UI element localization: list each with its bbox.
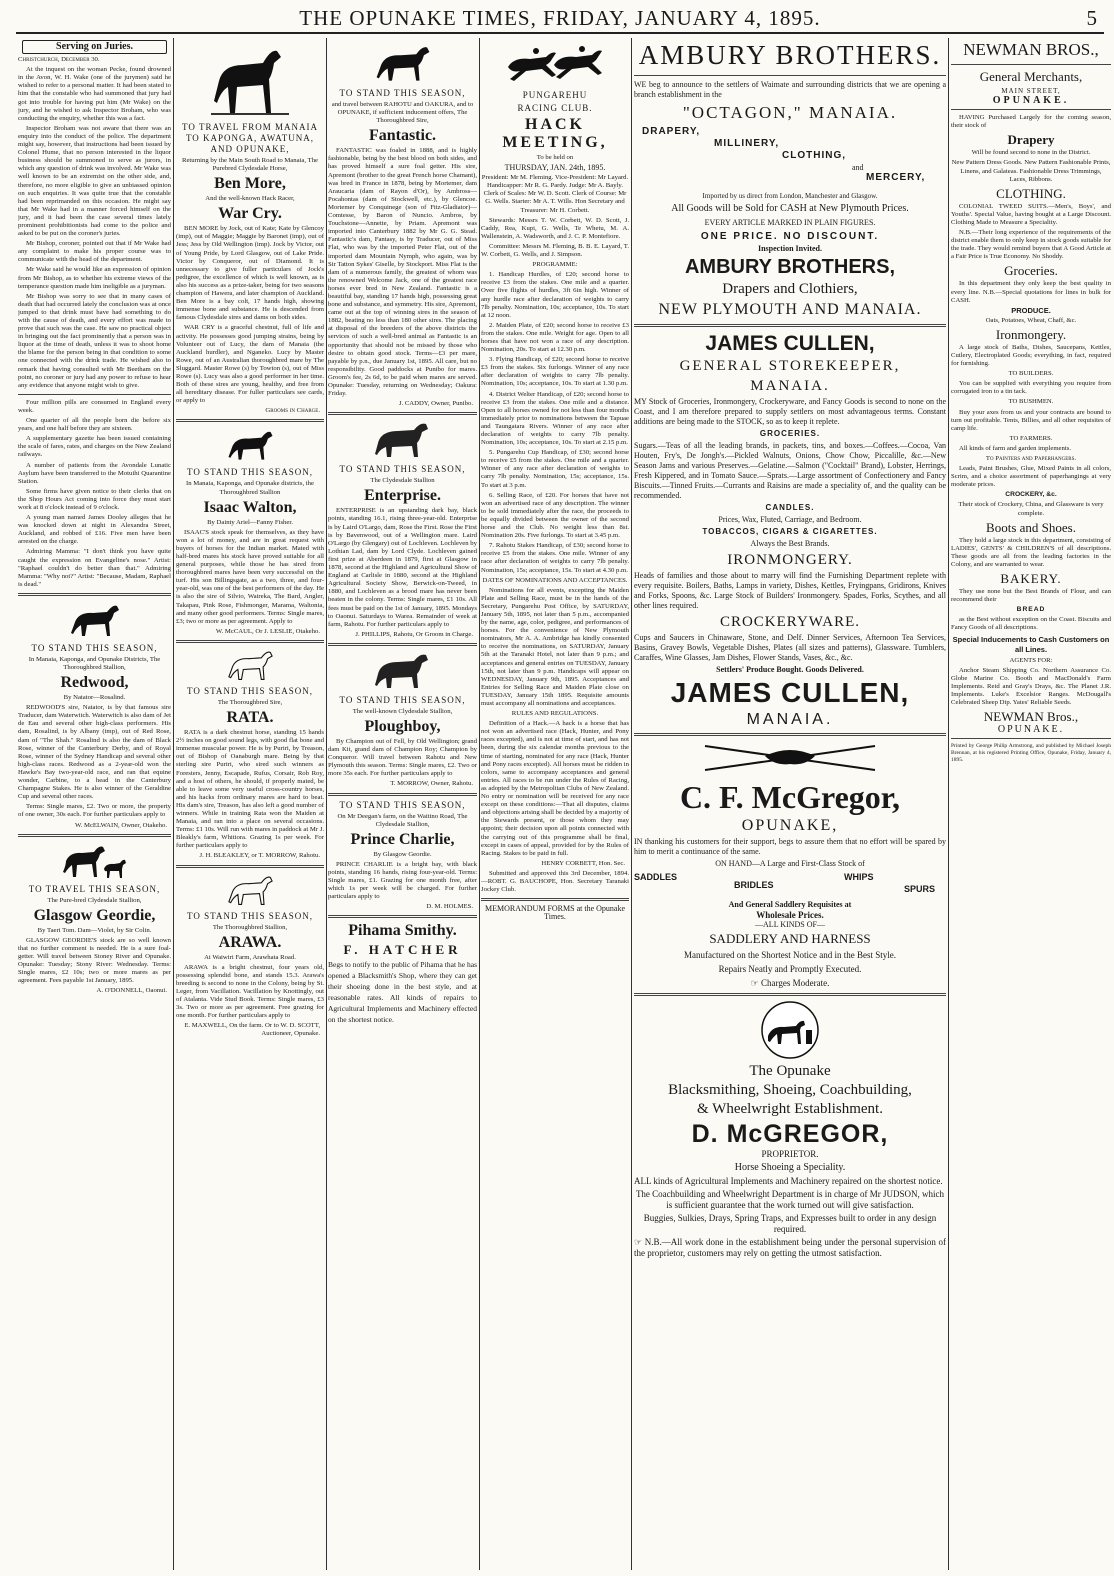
ad-line: Imported by us direct from London, Manchester and Glasgow. bbox=[702, 192, 878, 200]
section-title: CLOTHING. bbox=[996, 185, 1066, 201]
section-body: In this department they only keep the best quality in every line. N.B.—Special quotations for lines in bulk for CASH. bbox=[951, 280, 1111, 304]
section-body: Leads, Paint Brushes, Glue, Mixed Paints in all colors, Scrim, and a choice assortment of paperhangings at very moderate prices. bbox=[951, 465, 1111, 489]
ad-subheading: In Manaia, Kaponga, and Opunake Districts, The Thoroughbred Stallion, bbox=[28, 655, 161, 671]
ad-heading: Pihama Smithy. bbox=[348, 922, 457, 940]
ad-line: ONE PRICE. NO DISCOUNT. bbox=[700, 231, 880, 243]
section-body: Cups and Saucers in Chinaware, Stone, and Delf. Dinner Services, Afternoon Tea Services, Basins, Gravey Bowls, Vegetable Dishes, Plates (all sizes and patterns), Glassware. Tumblers, Caraffes, Wine Glasses, Jam Dishes, Flower Stands, Vases, &c., &c. bbox=[634, 633, 946, 663]
ad-body: BEN MORE by Jock, out of Kate; Kate by Glencoy (imp), out of Maggie; Maggie by Baronet (imp), out of Jess; Jess by Old Wellington (imp). Jock by Victor, out of Young Pride, by Lord Glasgow, out of Lake Pride. Victor by Conqueror, out of Diamond. It is unnecessary to give fuller particulars of Jock's pedigree, the excellence of which is well known, as is also his success as a prize-taker, being for two seasons champion of Hawera, and later champion of Auckland. Ben More is a bay colt, 17 hands high, showing immense bone and substance. He is descended from famous Clydesdale sires and dams on both sides. bbox=[176, 225, 324, 322]
ad-heading: TO STAND THIS SEASON, bbox=[31, 642, 158, 653]
horse-illustration-icon bbox=[223, 426, 278, 464]
ad-line: Horse Shoeing a Speciality. bbox=[734, 1161, 846, 1173]
section-title: BREAD bbox=[1016, 606, 1046, 614]
section-title: Ironmongery. bbox=[995, 326, 1067, 342]
ad-heading: TO STAND THIS SEASON, bbox=[187, 685, 313, 696]
programme-title: PROGRAMME: bbox=[532, 261, 578, 269]
ad-line: Settlers' Produce Bought. Goods Delivered. bbox=[716, 665, 864, 675]
horse-name: Fantastic. bbox=[368, 127, 437, 145]
advertiser-name: JAMES CULLEN, bbox=[670, 677, 910, 709]
divider bbox=[951, 64, 1111, 65]
ad-signature: J. H. BLEAKLEY, or T. MORROW, Rahotu. bbox=[199, 852, 320, 860]
goods-item: MERCERY, bbox=[866, 172, 926, 183]
divider bbox=[328, 412, 477, 415]
ad-line-text: Charges Moderate. bbox=[761, 978, 830, 989]
shop-name: "OCTAGON," MANAIA. bbox=[682, 103, 898, 122]
ad-heading: TO TRAVEL FROM MANAIA TO KAPONGA, AWATUNA, AND OPUNAKE, bbox=[182, 122, 318, 154]
ad-signature: W. McCAUL, Or J. LESLIE, Otakeho. bbox=[215, 627, 320, 635]
section-title: CROCKERYWARE. bbox=[719, 614, 861, 631]
ad-body: Buggies, Sulkies, Drays, Spring Traps, and Expresses built to order in any design required. bbox=[643, 1212, 937, 1234]
section-title: TO BUILDERS. bbox=[1008, 370, 1054, 378]
section-title: RULES AND REGULATIONS. bbox=[511, 710, 599, 718]
news-item: A supplementary gazette has been issued containing the scale of fares, rates, and charges on the New Zealand railways. bbox=[18, 435, 171, 459]
ad-line: All Goods will be Sold for CASH at New Plymouth Prices. bbox=[671, 203, 909, 215]
club-name: PUNGAREHU bbox=[522, 90, 588, 100]
divider bbox=[634, 733, 946, 736]
saddle-and-whips-illustration-icon bbox=[695, 740, 885, 776]
ad-body: REDWOOD'S sire, Natator, is by that famous sire Traducer, dam Waterwitch. Waterwitch is also dam of Jet de Eau and several other high-class performers. His dam, Rosalind, is by Albany (imp), out of Red Rose, dam of "The Shah." Rosalind is also the dam of Black Rose, winner of the Canterbury Derby, and of Royal Rose, winner of the Sydney Handicap and several other high-class races. Redwood as a 2-year-old won the Hawke's Bay two-year-old race, and ran that equine wonder, Carbine, to a head in the Canterbury Champagne Stakes. He is also winner of the Geraldine Cup and several other races. bbox=[18, 704, 171, 801]
ad-signature: D. M. HOLMES. bbox=[426, 903, 473, 911]
committee: Committee: Messrs M. Fleming, B. B. E. Layard, T. W. Corbett, G. Wells, and J. Simpson. bbox=[481, 242, 629, 259]
programme-item: 7. Rahotu Stakes Handicap, of £30; second horse to receive £5 from the stakes. One mile. Winner of any race after declaration of weights to carry 7lb penalty. Nomination, 15s; acceptance, 15s. To start at 4.30 p.m. bbox=[481, 542, 629, 574]
ad-subheading: Returning by the Main South Road to Manaia, The Purebred Clydesdale Horse, bbox=[181, 157, 319, 173]
ad-line: MAIN STREET, bbox=[1001, 87, 1061, 95]
ad-subheading: The Thoroughbred Sire, bbox=[217, 698, 283, 706]
ad-body: PRINCE CHARLIE is a bright bay, with black points, standing 16 hands, rising four-year-old. Terms: Single mares, £1. Grazing for one month free, after which 1s per week will be charged. For further particulars apply to bbox=[328, 860, 477, 901]
section-title: BAKERY. bbox=[1000, 571, 1062, 587]
horse-name: Ben More, bbox=[214, 175, 286, 193]
programme-item: 4. District Welter Handicap, of £20; second horse to receive £3 from the stakes. One mile and a distance. Open to all horses owned for not less than four months immediately prior to nominations between the Tapuae and Taungatara Rivers. Winner of any race after declaration of weights to carry 7lb penalty. Nomination, 10s; acceptance, 10s. To start at 2.15 p.m. bbox=[481, 390, 629, 447]
pointing-hand-icon: ☞ bbox=[750, 978, 761, 989]
horse-pedigree: By Taeri Tom. Dam—Violet, by Sir Colin. bbox=[37, 926, 152, 934]
divider bbox=[328, 915, 477, 918]
section-title: Boots and Shoes. bbox=[986, 519, 1076, 535]
section-title: Groceries. bbox=[1004, 263, 1058, 279]
ad-body: RATA is a dark chestnut horse, standing 15 hands 2½ inches on good sound legs, with good flat bone and immense muscular power. He is by Puriri, by Treason, out of Bishop of Oanaburgh mare. Being by that sterling sire Puriri, who sired such winners as Foresters, Jenny, Escapade, Rufus, Corsair, Rob Roy, and a host of others, he should, if properly mated, be able to leave some very useful cross-country horses, and his hacks from ordinary mares are hard to beat. His dam's sire, Treason, has also left a good number of winners. While in training Rata won the Maiden at Manaia, and ran into a place on several occasions. Terms: £1 10s. Will run with mares in paddock at Mr J. Bleakly's farm, Whitiora. Grazing 1s per week. For further particulars apply to bbox=[176, 729, 324, 850]
divider bbox=[176, 419, 324, 422]
advertiser-name: NEWMAN Bros., bbox=[983, 709, 1079, 725]
column-rule bbox=[479, 38, 480, 1570]
divider bbox=[481, 898, 629, 901]
horse-name: Ploughboy, bbox=[364, 717, 441, 735]
ad-line: GENERAL STOREKEEPER, bbox=[679, 358, 901, 375]
ad-signature: J. PHILLIPS, Rahotu, Or Groom in Charge. bbox=[355, 630, 473, 638]
ad-body: Begs to notify to the public of Pihama that he has opened a Blacksmith's Shop, where they can get their shoeing done in the best style, and at reasonable rates. All kinds of repairs to Agricultural Implements and Machinery effected on the shortest notice. bbox=[328, 960, 477, 1025]
news-item: Some firms have given notice to their clerks that on the Shop Hours Act coming into force they must start work at 8 o'clock instead of 9 o'clock. bbox=[18, 487, 171, 511]
ad-line: PROPRIETOR. bbox=[761, 1149, 819, 1160]
ad-line: Wholesale Prices. bbox=[756, 910, 824, 921]
ad-subheading: and travel between RAHOTU and OAKURA, and to OPUNAKE, if sufficient inducement offers, The Thoroughbred Sire, bbox=[331, 101, 474, 125]
divider bbox=[634, 75, 946, 76]
column-1 bbox=[18, 38, 171, 1570]
section-body: New Pattern Dress Goods. New Pattern Fashionable Prints, Linens, and Galateas. Fashionable Dress Trimmings, Laces, Ribbons. bbox=[951, 159, 1111, 183]
ad-line: OPUNAKE. bbox=[992, 95, 1070, 107]
ad-body: By Champion out of Fell, by Old Wellington; grand dam Kit, grand dam of Champion Roy; Champion by Conqueror. Will travel between Rahotu and New Plymouth this season. Terms: Single mares, £2. Two or more 35s each. For further particulars apply to bbox=[328, 737, 477, 778]
section-body: Oats, Potatoes, Wheat, Chaff, &c. bbox=[985, 316, 1077, 324]
ad-signature: Grooms in Charge. bbox=[265, 407, 320, 415]
column-rule bbox=[326, 38, 327, 1570]
horse-name: Enterprise. bbox=[364, 487, 441, 505]
ad-heading: TO STAND THIS SEASON, bbox=[187, 467, 313, 478]
ad-line: General Merchants, bbox=[979, 69, 1083, 84]
advertiser-name: JAMES CULLEN, bbox=[705, 332, 875, 356]
goods-item: WHIPS bbox=[844, 872, 874, 883]
ad-body bbox=[634, 1237, 946, 1259]
section-body: Always the Best Brands. bbox=[750, 539, 830, 549]
ad-line: —ALL KINDS OF— bbox=[755, 920, 825, 930]
ad-heading: TO STAND THIS SEASON, bbox=[339, 694, 466, 705]
goods-item: SPURS bbox=[904, 884, 936, 895]
section-body: They use none but the Best Brands of Flour, and can recommend their bbox=[951, 588, 1111, 604]
ad-body: ALL kinds of Agricultural Implements and Machinery repaired on the shortest notice. bbox=[634, 1175, 943, 1186]
divider bbox=[951, 738, 1111, 739]
column-rule bbox=[173, 38, 174, 1570]
dateline: Christchurch, December 30. bbox=[18, 56, 100, 64]
section-title: To Painters and Paperhangers. bbox=[985, 455, 1077, 462]
news-item: Four million pills are consumed in England every week. bbox=[18, 398, 171, 414]
ad-name: F. HATCHER bbox=[343, 942, 462, 958]
divider bbox=[18, 394, 171, 395]
section-body: Prices, Wax, Fluted, Carriage, and Bedroom. bbox=[718, 515, 862, 525]
ad-signature: E. MAXWELL, On the farm. Or to W. D. SCOTT, Auctioneer, Opunake. bbox=[184, 1022, 320, 1038]
blacksmith-illustration-icon bbox=[740, 1000, 840, 1060]
section-body: All kinds of farm and garden implements. bbox=[959, 444, 1071, 452]
ad-line: OPUNAKE, bbox=[741, 817, 839, 835]
ad-line: The Opunake bbox=[749, 1063, 831, 1080]
ad-body: The Coachbuilding and Wheelwright Department is in charge of Mr JUDSON, which is sufficient guarantee that the work turned out will give satisfaction. bbox=[635, 1188, 945, 1210]
ad-intro: IN thanking his customers for their support, begs to assure them that no effort will be spared by him to merit a continuance of the same. bbox=[634, 837, 946, 857]
article-paragraph: Mr Wake said he would like an expression of opinion from Mr Bishop, as to whether his extreme views of the temperance question made him ineligible as a juryman. bbox=[18, 266, 171, 290]
memorandum-notice: MEMORANDUM FORMS at the Opunake Times. bbox=[485, 904, 625, 922]
stewards: Stewards: Messrs T. W. Corbett, W. D. Scott, J. Caddy, Rea, Kupi, G. Wells, Te Whetu, M. A. Wallenstein, A. Wadsworth, and J. C. P. Montefiore. bbox=[481, 216, 629, 240]
section-body: You can be supplied with everything you require from corrugated iron to a tin tack. bbox=[951, 380, 1111, 396]
section-title: CROCKERY, &c. bbox=[1005, 491, 1057, 499]
ad-subheading: The well-known Clydesdale Stallion, bbox=[352, 707, 453, 715]
ad-line: SADDLERY AND HARNESS bbox=[709, 931, 871, 947]
ad-heading: TO STAND THIS SEASON, bbox=[187, 910, 313, 921]
draught-horse-illustration-icon bbox=[205, 41, 295, 119]
horse-name: Glasgow Geordie, bbox=[33, 906, 156, 924]
divider bbox=[176, 640, 324, 643]
printer-imprint: Printed by George Philip Armstrong, and published by Michael Joseph Brennan, at his registered Printing Office, Opunake, Friday, January 4, 1895. bbox=[951, 743, 1111, 764]
clydesdale-illustration-icon bbox=[368, 419, 438, 461]
meeting-title: HACK MEETING, bbox=[502, 116, 608, 151]
masthead bbox=[16, 6, 1104, 34]
meeting-date: THURSDAY, JAN. 24th, 1895. bbox=[504, 163, 606, 173]
section-body: N.B.—Their long experience of the requirements of the district enable them to only keep in stock goods suitable for the trade. They would remind buyers that A Good Article at a Fair Price is True Economy. No Shoddy. bbox=[951, 229, 1111, 261]
ad-line: Manufactured on the Shortest Notice and in the Best Style. bbox=[684, 950, 896, 961]
goods-item: CLOTHING, bbox=[782, 150, 846, 161]
goods-item: and bbox=[852, 163, 864, 172]
section-title: TO BUSHMEN. bbox=[1008, 398, 1054, 406]
section-body: as the Best without exception on the Coast. Biscuits and Fancy Goods of all descriptions. bbox=[951, 616, 1111, 632]
ad-line bbox=[634, 977, 946, 989]
ad-body: WAR CRY is a graceful chestnut, full of life and activity. He possesses good jumping strains, being by Volunteer out of Lucy, the dam of Manaia (the Auckland hurdler), and Nganeko. Lucy by Master Rowe, out of an Australian thoroughbred mare by The Sluggard. Master Rowe (s) by Towton (s), out of Miss Rowe (s). Lucy was also a good performer in her time. Both of these sires are young, healthy, and free from all hereditary disease. For fuller particulars see cards, or apply to bbox=[176, 324, 324, 405]
horse-pedigree: By Glasgow Geordie. bbox=[373, 850, 432, 858]
programme-item: 5. Pungarehu Cup Handicap, of £30; second horse to receive £5 from the stakes. One mile and a quarter. Winner of any race after declaration of weights to carry 7lb penalty. Nomination, 15s; acceptance, 15s. To start at 3 p.m. bbox=[481, 449, 629, 489]
ad-body: ENTERPRISE is an upstanding dark bay, black points, standing 16.1, rising three-year-old. Enterprise is by Laird O'Largo, dam, Rose the First. Rose the First is by Bavenwood, out of a Wellington mare. Laird O'Largo (by Glengary) out of Lochleven. Lochleven by Lothian Lad, dam by Lord Clyde. Lochleven gained first prize at Aberdeen in 1879, first at Glasgow in 1878, second at the Highland and Agricultural Show of England at Carlisle in 1880, second at the Highland Agricultural Society Show, Berwick-on-Tweed, in 1880, and Lochleven as a brood mare has never been beaten in the colony. Terms: Single mares, £1 10s. All fees must be paid on the 1st of January, 1895. Mondays to Oaonui. Saturdays to Warea. Remainder of week at farm, Rahotu. For further particulars apply to bbox=[328, 507, 477, 628]
saddlery-list bbox=[634, 871, 946, 901]
ad-line: MANAIA. bbox=[750, 378, 830, 395]
section-title: CANDLES. bbox=[765, 503, 815, 513]
ad-heading: TO STAND THIS SEASON, bbox=[339, 464, 466, 475]
ad-signature: A. O'DONNELL, Oaonui. bbox=[96, 987, 167, 995]
horse-illustration-icon bbox=[65, 600, 125, 640]
horse-name: ARAWA. bbox=[218, 933, 282, 951]
column-2 bbox=[176, 38, 324, 1570]
officers: President: Mr M. Fleming. Vice-President: Mr Layard. Handicapper: Mr R. G. Pardy. Judge: Mr A. Bayly. Clerk of Scales: Mr W. D. Scott. Clerk of Course: Mr G. Wells. Starter: Mr A. T. Wills. Hon Secretary and Treasurer: Mr H. Corbett. bbox=[481, 174, 629, 214]
section-title: Special Inducements to Cash Customers on all Lines. bbox=[952, 634, 1110, 654]
horse-outline-illustration-icon bbox=[223, 872, 278, 908]
ad-line: & Wheelwright Establishment. bbox=[697, 1101, 883, 1118]
section-title: TOBACCOS, CIGARS & CIGARETTES. bbox=[702, 527, 878, 537]
section-body: Will be found second to none in the District. bbox=[971, 149, 1091, 157]
section-title: IRONMONGERY. bbox=[727, 552, 853, 569]
horse-name: RATA. bbox=[226, 709, 274, 727]
pointing-hand-icon: ☞ bbox=[634, 1236, 645, 1247]
divider bbox=[634, 324, 946, 327]
approval-note: Submitted and approved this 3rd December, 1894.—ROBT. G. BAUCHOPE, Hon. Secretary Taranaki Jockey Club. bbox=[481, 869, 629, 894]
divider bbox=[328, 793, 477, 796]
section-body: Buy your axes from us and your contracts are bound to turn out profitable. Tents, Billies, and all other requisites of camp life. bbox=[951, 408, 1111, 432]
divider bbox=[18, 593, 171, 596]
goods-item: DRAPERY, bbox=[642, 126, 701, 137]
ad-subheading: At Waiwiri Farm, Arawhata Road. bbox=[204, 953, 296, 961]
news-item: A young man named James Dooley alleges that he was knocked down at night in Alexandra Street, Auckland, and robbed of £16. Five men have been arrested on the charge. bbox=[18, 514, 171, 546]
news-item: Admiring Mamma: "I don't think you have quite caught the expression on Evangeline's nose." Artist: "Raphael couldn't do better than that." Admiring Mamma: "Why not?" Artist: "Because, Madam, Raphael is dead." bbox=[18, 548, 171, 588]
advertiser-name: NEWMAN BROS., bbox=[963, 40, 1099, 59]
ad-signature: HENRY CORBETT, Hon. Sec. bbox=[541, 859, 625, 867]
ad-heading: TO STAND THIS SEASON, bbox=[339, 88, 466, 98]
goods-item: BRIDLES bbox=[734, 880, 774, 891]
ad-body: GLASGOW GEORDIE'S stock are so well known that no further comment is needed. He is a sure foal-getter. Will travel between Stoney River and Opunake. Opunake: Tuesday; Stony River: Wednesday. Terms: Single mares, £2 10s; two or more mares as per agreement. Fees payable 1st January, 1895. bbox=[18, 936, 171, 985]
article-paragraph: Mr Bishop, coroner, pointed out that if Mr Wake had any complaint to make his proper course was to communicate with the head of the department. bbox=[18, 240, 171, 264]
advertiser-name: AMBURY BROTHERS. bbox=[638, 40, 942, 70]
ad-body: FANTASTIC was foaled in 1888, and is highly fashionable, being by the best blood on both sides, and has proved himself a sure foal getter. His sire, Apremont (brother to the great French horse Chamant), was bred in France in 1878, being by Mortemer, dam Araucaria (dam of Rayon d'Or), by Ambross—Pocahontas (dam of Stockwell, etc.), by Glencoe. Mortemer by Conquinege (son of Fitz-Gladiator)—Comtesse, by Baron of Nuncio. Ambros, by Touchstone—Annette, by Priam. Apremont was imported into Canterbury 1882 by Mr G. G. Stead. Fantastic's dam, Fantasy, is by Traducer, out of Miss Flat, who was by the imported Peter Flat, out of the imported dam Mountain Nymph, who again, was by Sir Tatton Sykes' Giselle, by Stockport. Miss Flat is the dam of a numerous family, the greatest of whom was the renowned Welcome Jack, one of the greatest race horses ever bred in New Zealand. Fantastic is a beautiful bay, standing 17 hands high, possessing great bone and substance, and symmetry. His sire, Apremont, came out at the top of winning sires in the season of 1882, beating no less than 180 other sires. The placing at disposal of the breeders of the above districts the services of such a well-bred animal as Fantastic is an opportunity that should not be missed by those who desire to obtain good stock. Terms—£3 per mare, payable by p.n., due January 1st, 1895. All care, but no responsibility. Good paddocks at Punibo for mares. Groom's fee, 2s 6d, to be paid when mares are served. Opunake: Tuesday, returning on Wednesday; Oakura: Friday. bbox=[328, 147, 477, 398]
ad-line: Blacksmithing, Shoeing, Coachbuilding, bbox=[668, 1082, 912, 1099]
section-title: TO FARMERS. bbox=[1009, 434, 1053, 442]
programme-item: 3. Flying Handicap, of £20; second horse to receive £3 from the stakes. Six furlongs. Winner of any race after declaration of weights to carry 7lb penalty. Nomination, 10s; acceptance, 10s. To start at 1.30 p.m. bbox=[481, 356, 629, 388]
section-body: Anchor Steam Shipping Co. Northern Assurance Co. Globe Marine Co. Booth and MacDonald's Farm Implements. Reid and Gray's Drays, &c. The Planet J.R. Implements. Luke's Excelsior Ranges. McDougall's Celebrated Sheep Dip. Yates' Reliable Seeds. bbox=[951, 666, 1111, 706]
programme-item: 1. Handicap Hurdles, of £20; second horse to receive £3 from the stakes. One mile and a quarter. Over five flights of hurdles, 3ft 6in high. Winner of any hurdle race after declaration of weights to carry 7lb penalty. Nomination, 10s; acceptance, 10s. To start at 12 noon. bbox=[481, 271, 629, 319]
section-title: GROCERIES. bbox=[759, 429, 821, 439]
ad-intro: MY Stock of Groceries, Ironmongery, Crockeryware, and Fancy Goods is second to none on the Coast, and I am therefore prepared to supply settlers on most advantageous terms. Constant additions are being made to the STOCK, so as to keep it replete. bbox=[634, 397, 946, 427]
section-title: PRODUCE. bbox=[1011, 305, 1051, 315]
ad-line: Inspection Invited. bbox=[757, 244, 822, 254]
ad-line: NEW PLYMOUTH AND MANAIA. bbox=[658, 301, 922, 319]
ad-signature: J. CADDY, Owner, Punibo. bbox=[398, 400, 473, 408]
article-paragraph: Mr Bishop was sorry to see that in many cases of death that had occurred lately the conclusion was at once jumped to that drink must have had something to do with the cause of death, and every effort was made to prove that such was the case. He saw no practical object in bringing out the fact prominently that a person was in liquor at the time of death, unless it was to shoot home the blame for the person being in that condition to some one connected with the drink trade. He wished also to remark that having consulted with Mr Beetham on the point, no coroner or jury had any power to refuse to hear any evidence that anyone might wish to give. bbox=[18, 292, 171, 389]
news-item: One quarter of all the people born die before six years, and one half before they are sixteen. bbox=[18, 417, 171, 433]
ad-subheading: The Clydesdale Stallion bbox=[370, 477, 435, 485]
column-rule bbox=[631, 38, 632, 1570]
ad-line: OPUNAKE. bbox=[997, 724, 1065, 736]
ad-subheading: In Manaia, Kaponga, and Opunake districts, the Thoroughbred Stallion bbox=[186, 480, 314, 496]
column-rule bbox=[948, 38, 949, 1570]
ad-body: ISAAC'S stock speak for themselves, as they have won a lot of money, and are in great request with buyers of horses for the Indian market. Mated with half-bred mares his stock have proved suitable for all general purposes, while those he has sired from thoroughbred mares have been very successful on the turf. His son Billingsgate, as a two, three, and four-year-old, was one of the best performers of the day. He is also the sire of Silvio, Waireka, The Bard, Angler, Takapau, Pink Rose, Fishmonger, Marama, Waltonia, and many other good performers. Terms: Single mares, £3; two or more as per agreement. Apply to bbox=[176, 528, 324, 625]
clydesdale-illustration-icon bbox=[368, 650, 438, 692]
advertiser-name: C. F. McGregor, bbox=[679, 779, 901, 816]
ad-intro: HAVING Purchased Largely for the coming season, their stock of bbox=[951, 114, 1111, 130]
ad-subheading: The Pure-bred Clydesdale Stallion, bbox=[47, 896, 142, 904]
divider bbox=[634, 993, 946, 996]
divider bbox=[176, 865, 324, 868]
ad-intro: WE beg to announce to the settlers of Waimate and surrounding districts that we are opening a branch establishment in the bbox=[634, 80, 946, 99]
goods-item: SADDLES bbox=[634, 872, 678, 883]
horse-name: Prince Charlie, bbox=[350, 830, 455, 848]
section-body: Definition of a Hack.—A hack is a horse that has not won an advertised race (Hack, Hunter, and Pony races excepted), and is not at time of start, and has not been, during the six calendar months previous to the time of starting, nominated for any race (Hack, Hunter and Pony races excepted). All horses must be ridden in colors, same to accompany acceptances and general entries. All races to be run under the Rules of Racing, as adopted by the Metropolitan Clubs of New Zealand. No entry or nomination will be received for any race except on these conditions:—That all disputes, claims and objections arising shall be decided by a majority of the Stewards present, or those whom they may appoint; their decision upon all points connected with the carrying out of this programme shall be final, except in cases of appeal, provided for by the Rules of Racing. Stakes to be paid in full. bbox=[481, 720, 629, 857]
horse-illustration-icon bbox=[368, 41, 438, 85]
ad-subheading: On Mr Deegan's farm, on the Waitino Road, The Clydesdale Stallion, bbox=[337, 812, 468, 828]
goods-list bbox=[634, 126, 946, 192]
section-body: A large stock of Baths, Dishes, Saucepans, Kettles, Cutlery, Electroplated Goods; everything, in fact, required for furnishing. bbox=[951, 343, 1111, 368]
programme-item: 6. Selling Race, of £20. For horses that have not won an advertised race of any description. The winner to be sold immediately after the race, the proceeds to be equally divided between the owner of the second horse and the Club. No weight less than 8st. Nomination 20s. Five furlongs. To start at 3.45 p.m. bbox=[481, 491, 629, 540]
ad-line: ON HAND—A Large and First-Class Stock of bbox=[715, 859, 865, 869]
section-title: AGENTS FOR: bbox=[1009, 656, 1053, 664]
article-title: Serving on Juries. bbox=[22, 40, 167, 54]
advertiser-name: D. McGREGOR, bbox=[691, 1120, 889, 1149]
programme-item: 2. Maiden Plate, of £20; second horse to receive £3 from the stakes. One mile. Weight for age. Open to all horses that have not won a race of any description. Nomination, 20s. To start at 12.30 p.m. bbox=[481, 321, 629, 354]
divider bbox=[328, 643, 477, 646]
ad-heading: TO STAND THIS SEASON, bbox=[339, 799, 466, 810]
race-horses-illustration-icon bbox=[500, 41, 610, 87]
ad-signature: W. McELWAIN, Owner, Otakeho. bbox=[74, 821, 167, 829]
ad-body-text: N.B.—All work done in the establishment being under the personal supervision of the proprietor, customers may rely on getting the utmost satisfaction. bbox=[634, 1236, 946, 1258]
section-body: They hold a large stock in this department, consisting of LADIES', GENTS' & CHILDREN'S of all descriptions. These goods are all from the leading factories in the Colony, and are warranted to wear. bbox=[951, 536, 1111, 568]
section-body: COLONIAL TWEED SUITS.—Men's, Boys', and Youths'. Special Value, having bought at a Large Discount. Clothing Made to Measure a Speciality. bbox=[951, 202, 1111, 226]
horse-name: War Cry. bbox=[218, 205, 282, 223]
ad-heading: TO TRAVEL THIS SEASON, bbox=[28, 883, 161, 894]
article-paragraph: At the inquest on the woman Pecke, found drowned in the Avon, W. H. Wake (one of the jurymen) said he wished to refer to a personal matter. It had been stated to him that the constable who had summoned that jury had got into trouble for having put him (Mr Wake) on the jury, and he wished to ask Inspector Broham, who was conducting the enquiry, whether this was a fact. bbox=[18, 66, 171, 122]
ad-line: And General Saddlery Requisites at bbox=[728, 900, 852, 910]
horse-outline-illustration-icon bbox=[223, 647, 278, 683]
section-body: Nominations for all events, excepting the Maiden Plate and Selling Race, must be in the hands of the Secretary, Pungarehu Post Office, by SATURDAY, January 5th, 1895, not later than 5 p.m., accompanied by the name, age, color, pedigree, and performances of horses. For the convenience of New Plymouth nominators, Mr A. A. Ambridge has kindly consented to receive the nominations, on SATURDAY, January 5th at the Taranaki Hotel, not later than 9 p.m.; and acceptances and general entries on TUESDAY, January 15th, not later than 9 p.m. Handicaps will appear on WEDNESDAY, January 9th, 1895. Acceptances and Entries for Selling Race and Maiden Plate close on TUESDAY, January 15th 1895. Requisite amounts must accompany all nominations and acceptances. bbox=[481, 586, 629, 707]
goods-item: MILLINERY, bbox=[714, 138, 780, 149]
column-4 bbox=[481, 38, 629, 1570]
ad-subheading: And the well-known Hack Racer, bbox=[205, 195, 295, 203]
column-6 bbox=[951, 38, 1111, 1570]
section-body: Their stock of Crockery, China, and Glassware is very complete. bbox=[958, 501, 1104, 517]
horse-name: Redwood, bbox=[60, 674, 129, 692]
ad-line: Drapers and Clothiers, bbox=[722, 281, 858, 298]
masthead-title: THE OPUNAKE TIMES, FRIDAY, JANUARY 4, 1895. bbox=[299, 6, 821, 30]
ad-line: Repairs Neatly and Promptly Executed. bbox=[718, 964, 862, 975]
section-body: Heads of families and those about to marry will find the Furnishing Department replete with every requisite. Boilers, Baths, Lamps in variety, Dishes, Kettles, Fryingpans, Gridirons, Knives and Forks, Spoons, &c. Large Stock of Builders' Ironmongery. Spades, Forks, Scythes, and all other lines required. bbox=[634, 571, 946, 611]
horse-pedigree: By Natator—Rosalind. bbox=[63, 694, 126, 702]
horse-name: Isaac Walton, bbox=[203, 498, 297, 516]
mare-and-foal-illustration-icon bbox=[60, 841, 130, 881]
section-title: DATES OF NOMINATIONS AND ACCEPTANCES. bbox=[482, 576, 628, 584]
ad-subheading: The Thoroughbred Stallion, bbox=[212, 923, 288, 931]
ad-line: EVERY ARTICLE MARKED IN PLAIN FIGURES. bbox=[704, 218, 876, 228]
column-5 bbox=[634, 38, 946, 1570]
section-title: Drapery bbox=[1007, 132, 1055, 148]
section-body: Sugars.—Teas of all the leading brands, in packets, tins, and boxes.—Coffees.—Cocoa, Van Houten, Fry's, De Jongh's.—Pickled Walnuts, Onions, Chow Chow, Piccalille, &c.—New Season Jams and various Preserves.—Gelatine.—Salmon ("Cocktail" Brand), Lobster, Herrings, Fresh Kippered, and in Tomato Sauce.—Sprats.—Large assortment of Confectionery and Fancy Biscuits.—Tinned Fruits.—Currants and Raisins are made a speciality of, and the quality can be recommended. bbox=[634, 441, 946, 501]
article-paragraph: Inspector Broham was not aware that there was an enquiry into the conduct of the police. The department might say, however, that instructions had been issued by Colonel Hume, that no person interested in the liquor business should be summoned to serve as jurors, in which any question of drink was involved. Mr Wake was well known to be an extremist on the other side, and, therefore, no more eligible to give an unbiassed opinion on such enquiries. It was quite true that the constable had been reprimanded on this occasion. He might say that Mr Wake had in a manner forced himself on the jury, and it had been the case several times lately prominent prohibitionists had come to the police and asked to be put on the coroner's juries. bbox=[18, 124, 171, 238]
divider bbox=[951, 109, 1111, 110]
meeting-held: To be held on bbox=[536, 154, 574, 161]
news-item: A number of patients from the Avondale Lunatic Asylum have been transferred to the Motuihi Quarantine Station. bbox=[18, 461, 171, 485]
ad-terms: Terms: Single mares, £2. Two or more, the property of one owner, 30s each. For further particulars apply to bbox=[18, 803, 171, 819]
advertiser-name: AMBURY BROTHERS, bbox=[684, 256, 895, 279]
ad-line: MANAIA. bbox=[746, 711, 834, 729]
ad-body: ARAWA is a bright chestnut, four years old, possessing splendid bone, and stands 15.3. Arawa's breeding is second to none in the Colony, being by St. Leger, from Vacillation. Vacillation by Knottingly, out of Atalanta. Vide Stud Book. Terms: Single mares, £3 3s. Two or more as per agreement. Free grazing for one month. For further particulars apply to bbox=[176, 963, 324, 1020]
divider bbox=[18, 834, 171, 837]
column-3 bbox=[328, 38, 477, 1570]
ad-signature: T. MORROW, Owner, Rahotu. bbox=[390, 780, 473, 788]
club-name: RACING CLUB. bbox=[517, 103, 593, 113]
page-number: 5 bbox=[1086, 6, 1098, 30]
horse-pedigree: By Dainty Ariel—Fanny Fisher. bbox=[207, 518, 293, 526]
